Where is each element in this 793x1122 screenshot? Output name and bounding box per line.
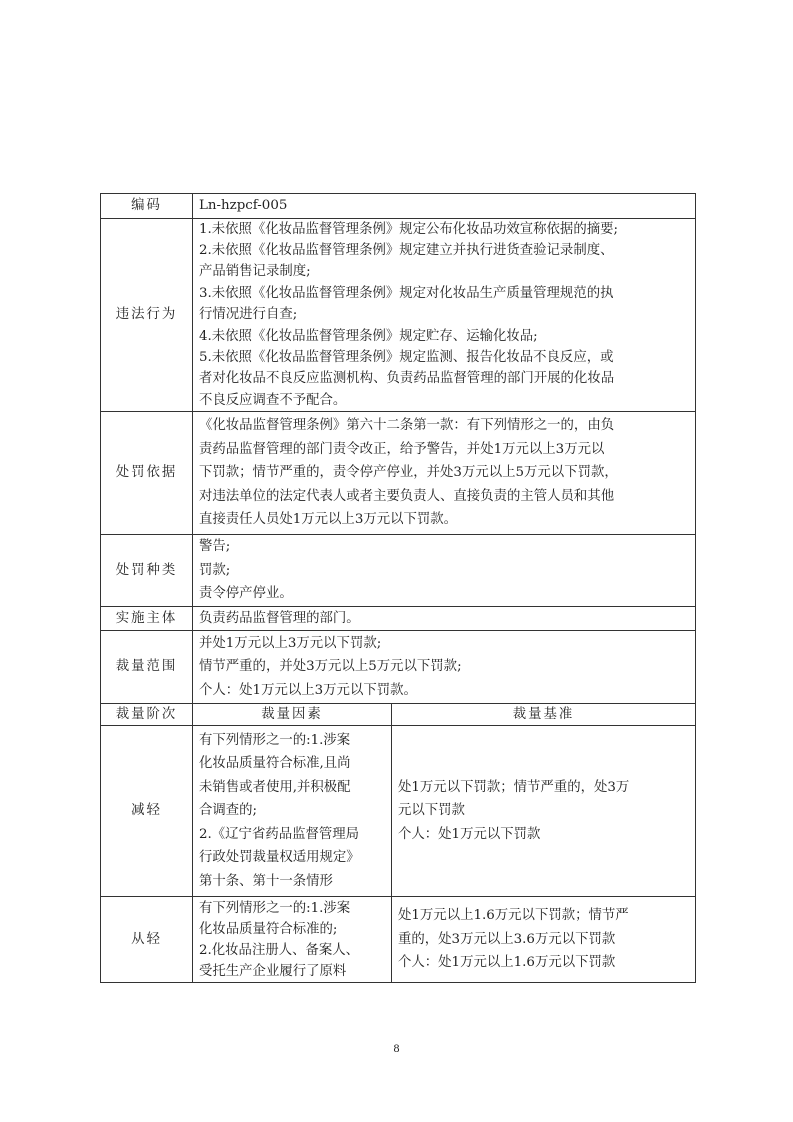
standard-header: 裁量基准: [392, 704, 696, 726]
level-standard: [392, 897, 696, 983]
page-number: 8: [393, 1041, 400, 1055]
row-level-lenient: [101, 897, 696, 983]
basis-line: 《化妆品监督管理条例》第六十二条第一款：有下列情形之一的，由负: [199, 418, 615, 434]
standard-line: 个人：处1万元以下罚款: [398, 826, 541, 842]
basis-label: 处罚依据: [101, 412, 193, 535]
standard-line: 重的，处3万元以上3.6万元以下罚款: [398, 931, 616, 947]
range-line: 并处1万元以上3万元以下罚款;: [199, 635, 382, 651]
level-name: 减轻: [101, 726, 193, 897]
row-violation: [101, 218, 696, 412]
violation-line: 者对化妆品不良反应监测机构、负责药品监督管理的部门开展的化妆品: [199, 371, 615, 387]
basis-line: 下罚款；情节严重的，责令停产停业，并处3万元以上5万元以下罚款，: [199, 465, 618, 481]
factor-line: 有下列情形之一的:1.涉案: [199, 732, 351, 748]
row-penalty-types: [101, 535, 696, 607]
factors-header: 裁量因素: [193, 704, 392, 726]
violation-line: 3.未依照《化妆品监督管理条例》规定对化妆品生产质量管理规范的执: [199, 285, 614, 301]
range-text: [193, 631, 696, 704]
violation-line: 5.未依照《化妆品监督管理条例》规定监测、报告化妆品不良反应，或: [199, 349, 614, 365]
factor-line: 2.《辽宁省药品监督管理局: [199, 826, 360, 842]
basis-line: 对违法单位的法定代表人或者主要负责人、直接负责的主管人员和其他: [199, 488, 615, 504]
basis-line: 直接责任人员处1万元以上3万元以下罚款。: [199, 512, 458, 528]
penalty-type-item: 罚款;: [199, 562, 231, 578]
code-value: Ln-hzpcf-005: [193, 194, 696, 219]
level-header: 裁量阶次: [101, 704, 193, 726]
penalty-type-item: 责令停产停业。: [199, 586, 293, 602]
penalty-types-label: 处罚种类: [101, 535, 193, 607]
level-name: 从轻: [101, 897, 193, 983]
penalty-table: [100, 193, 696, 983]
factor-line: 化妆品质量符合标准的;: [199, 921, 338, 937]
standard-line: 处1万元以上1.6万元以下罚款；情节严: [398, 908, 629, 924]
factor-line: 化妆品质量符合标准,且尚: [199, 756, 351, 772]
factor-line: 合调查的;: [199, 803, 258, 819]
row-range: [101, 631, 696, 704]
basis-line: 责药品监督管理的部门责令改正，给予警告，并处1万元以上3万元以: [199, 441, 605, 457]
level-standard: [392, 726, 696, 897]
standard-line: 处1万元以下罚款；情节严重的，处3万: [398, 779, 630, 795]
basis-text: [193, 412, 696, 535]
violation-line: 2.未依照《化妆品监督管理条例》规定建立并执行进货查验记录制度、: [199, 242, 614, 258]
violation-label: 违法行为: [101, 218, 193, 412]
factor-line: 2.化妆品注册人、备案人、: [199, 942, 360, 958]
violation-line: 4.未依照《化妆品监督管理条例》规定贮存、运输化妆品;: [199, 328, 538, 344]
standard-line: 元以下罚款: [398, 803, 465, 819]
factor-line: 行政处罚裁量权适用规定》: [199, 850, 360, 866]
level-factors: [193, 897, 392, 983]
enforcer-label: 实施主体: [101, 606, 193, 631]
violation-line: 不良反应调查不予配合。: [199, 392, 347, 408]
penalty-types-text: [193, 535, 696, 607]
code-label: 编码: [101, 194, 193, 219]
row-basis: [101, 412, 696, 535]
violation-line: 行情况进行自查;: [199, 307, 298, 323]
violation-line: 产品销售记录制度;: [199, 264, 311, 280]
range-line: 情节严重的，并处3万元以上5万元以下罚款;: [199, 659, 462, 675]
enforcer-value: 负责药品监督管理的部门。: [193, 606, 696, 631]
row-code: [101, 194, 696, 219]
penalty-type-item: 警告;: [199, 539, 231, 555]
row-enforcer: [101, 606, 696, 631]
violation-line: 1.未依照《化妆品监督管理条例》规定公布化妆品功效宣称依据的摘要;: [199, 221, 619, 237]
range-label: 裁量范围: [101, 631, 193, 704]
factor-line: 未销售或者使用,并积极配: [199, 779, 351, 795]
range-line: 个人：处1万元以上3万元以下罚款。: [199, 682, 417, 698]
row-levels-header: [101, 704, 696, 726]
violation-text: [193, 218, 696, 412]
factor-line: 第十条、第十一条情形: [199, 873, 333, 889]
standard-line: 个人：处1万元以上1.6万元以下罚款: [398, 955, 616, 971]
row-level-mitigated: [101, 726, 696, 897]
level-factors: [193, 726, 392, 897]
factor-line: 受托生产企业履行了原料: [199, 963, 347, 979]
factor-line: 有下列情形之一的:1.涉案: [199, 900, 351, 916]
